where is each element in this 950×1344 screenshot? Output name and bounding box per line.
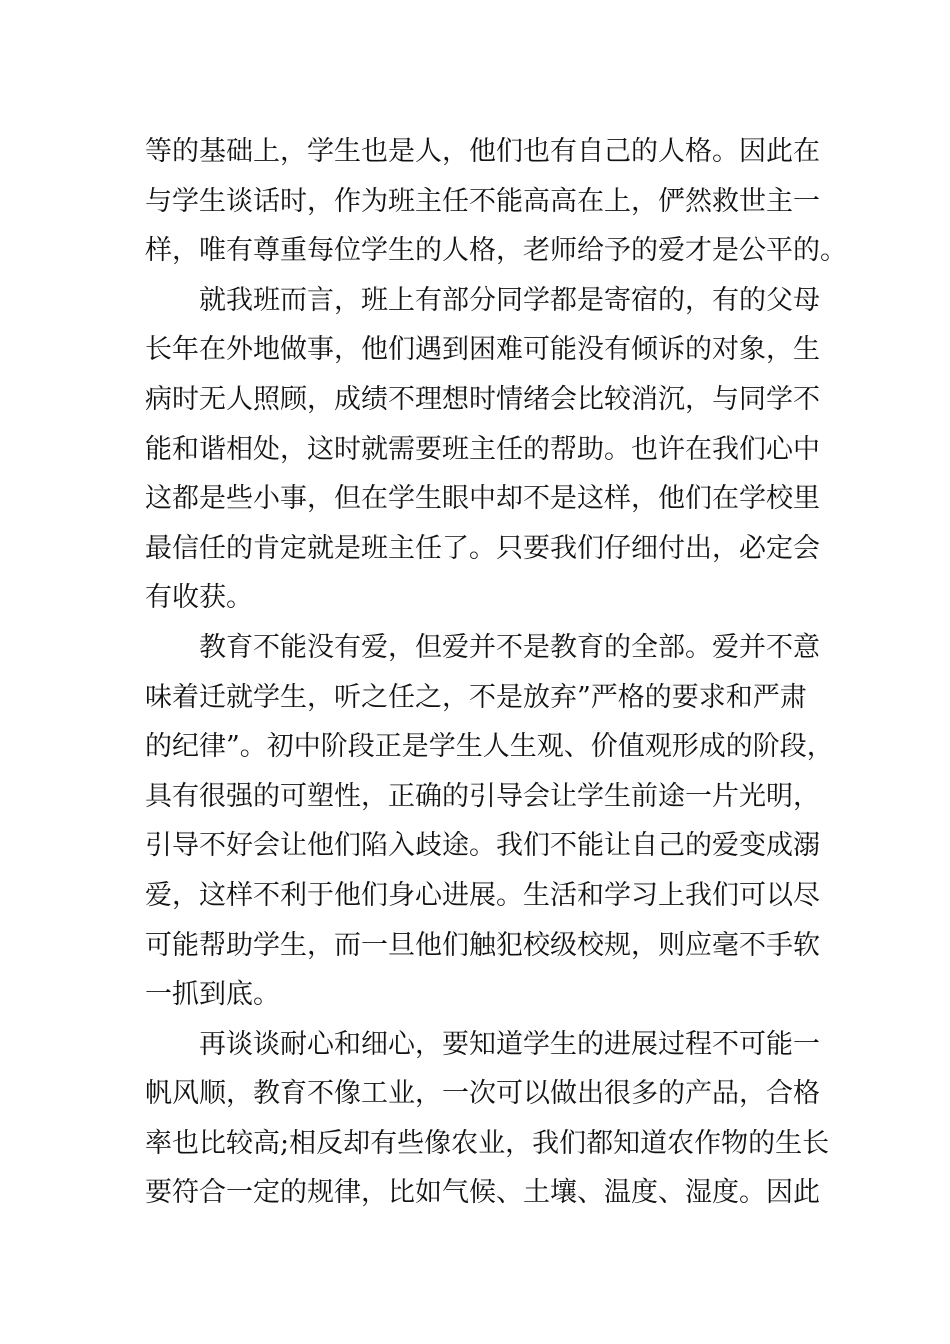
text-line: 可能帮助学生，而一旦他们触犯校级校规，则应毫不手软: [145, 929, 820, 961]
text-line: 样，唯有尊重每位学生的人格，老师给予的爱才是公平的。: [145, 235, 847, 267]
text-line: 最信任的肯定就是班主任了。只要我们仔细付出，必定会: [145, 532, 820, 564]
text-line: 等的基础上，学生也是人，他们也有自己的人格。因此在: [145, 136, 820, 167]
text-line: 率也比较高;相反却有些像农业，我们都知道农作物的生长: [145, 1127, 830, 1159]
text-line: 病时无人照顾，成绩不理想时情绪会比较消沉，与同学不: [145, 383, 820, 415]
text-line: 要符合一定的规律，比如气候、土壤、温度、湿度。因此: [145, 1177, 820, 1209]
body-text: [145, 127, 847, 1218]
paragraph-first-line: 就我班而言，班上有部分同学都是寄宿的，有的父母: [199, 284, 820, 316]
text-line: 帆风顺，教育不像工业，一次可以做出很多的产品，合格: [145, 1078, 820, 1110]
paragraph-first-line: 教育不能没有爱，但爱并不是教育的全部。爱并不意: [199, 631, 820, 663]
text-line: 能和谐相处，这时就需要班主任的帮助。也许在我们心中: [145, 433, 820, 465]
text-line: 与学生谈话时，作为班主任不能高高在上，俨然救世主一: [145, 185, 820, 217]
text-line: 一抓到底。: [145, 979, 280, 1011]
text-line: 的纪律”。初中阶段正是学生人生观、价值观形成的阶段，: [145, 731, 834, 763]
text-line: 有收获。: [145, 582, 253, 614]
text-line: 味着迁就学生，听之任之，不是放弃”严格的要求和严肃: [145, 681, 807, 713]
text-line: 引导不好会让他们陷入歧途。我们不能让自己的爱变成溺: [145, 830, 820, 862]
text-line: 爱，这样不利于他们身心进展。生活和学习上我们可以尽: [145, 879, 820, 911]
text-line: 长年在外地做事，他们遇到困难可能没有倾诉的对象，生: [145, 334, 820, 366]
text-line: 具有很强的可塑性，正确的引导会让学生前途一片光明，: [145, 780, 820, 812]
paragraph-first-line: 再谈谈耐心和细心，要知道学生的进展过程不可能一: [199, 1028, 820, 1060]
text-line: 这都是些小事，但在学生眼中却不是这样，他们在学校里: [145, 483, 820, 515]
